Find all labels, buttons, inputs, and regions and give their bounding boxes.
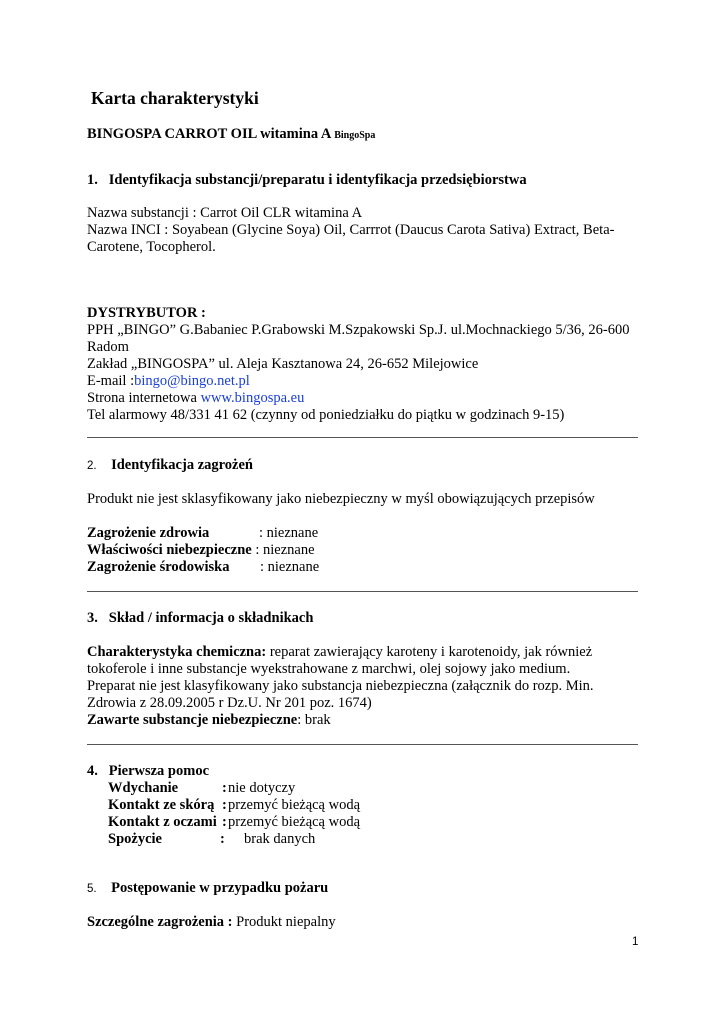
divider: [87, 437, 638, 438]
special-hazards-value: Produkt niepalny: [232, 914, 336, 930]
section-title: Postępowanie w przypadku pożaru: [111, 880, 329, 896]
substance-name: Nazwa substancji : Carrot Oil CLR witamina A: [87, 205, 363, 221]
first-aid-colon: :: [222, 814, 227, 830]
first-aid-row: [108, 814, 408, 831]
product-line: [87, 126, 375, 144]
section-1-heading: [87, 172, 527, 189]
classification-statement: Produkt nie jest sklasyfikowany jako niebezpieczny w myśl obowiązujących przepisów: [87, 491, 595, 507]
hazard-label: Zagrożenie środowiska: [87, 559, 230, 575]
company-address: PPH „BINGO” G.Babaniec P.Grabowski M.Szpakowski Sp.J. ul.Mochnackiego 5/36, 26-600: [87, 322, 630, 338]
first-aid-row: [108, 831, 408, 848]
hazardous-label: Zawarte substancje niebezpieczne: [87, 712, 298, 728]
section-number: 2.: [87, 460, 97, 472]
first-aid-value: przemyć bieżącą wodą: [228, 797, 361, 813]
section-title: Skład / informacja o składnikach: [108, 610, 314, 626]
section-title: Pierwsza pomoc: [108, 763, 210, 779]
email-link[interactable]: bingo@bingo.net.pl: [134, 373, 250, 389]
hazard-label: Właściwości niebezpieczne: [87, 542, 252, 558]
website-link[interactable]: www.bingospa.eu: [200, 390, 305, 406]
page-number: 1: [632, 936, 639, 948]
first-aid-value: przemyć bieżącą wodą: [228, 814, 361, 830]
hazard-value: : nieznane: [259, 525, 319, 541]
distributor-heading: DYSTRYBUTOR :: [87, 305, 206, 321]
section-number: 5.: [87, 883, 97, 895]
first-aid-label: Spożycie: [108, 831, 162, 847]
chem-text: reparat zawierający karoteny i karotenoidy, jak również: [266, 644, 593, 660]
chem-text: tokoferole i inne substancje wyekstrahowane z marchwi, olej sojowy jako medium.: [87, 661, 571, 677]
hazardous-value: : brak: [297, 712, 331, 728]
first-aid-row: [108, 797, 408, 814]
email-line: [87, 373, 250, 390]
inci-line: Nazwa INCI : Soyabean (Glycine Soya) Oil, Carrrot (Daucus Carota Sativa) Extract, Beta-: [87, 222, 615, 238]
divider: [87, 744, 638, 745]
special-hazards: [87, 914, 336, 931]
first-aid-colon: :: [222, 780, 227, 796]
hazard-value: : nieznane: [260, 559, 320, 575]
first-aid-value: brak danych: [244, 831, 316, 847]
hazard-row: [87, 559, 320, 576]
divider: [87, 591, 638, 592]
inci-line: Carotene, Tocopherol.: [87, 239, 216, 255]
hazardous-substances: [87, 712, 331, 729]
first-aid-colon: :: [220, 831, 225, 847]
plant-address: Zakład „BINGOSPA” ul. Aleja Kasztanowa 24, 26-652 Milejowice: [87, 356, 479, 372]
first-aid-label: Wdychanie: [108, 780, 179, 796]
company-city: Radom: [87, 339, 129, 355]
hazard-row: [87, 542, 315, 559]
section-5-heading: [87, 880, 328, 898]
chem-label: Charakterystyka chemiczna:: [87, 644, 267, 660]
section-number: 1.: [87, 172, 98, 188]
section-4-heading: [87, 763, 209, 780]
first-aid-label: Kontakt ze skórą: [108, 797, 215, 813]
website-line: [87, 390, 304, 407]
section-2-heading: [87, 457, 253, 475]
email-label: E-mail :: [87, 373, 135, 389]
section-number: 4.: [87, 763, 98, 779]
first-aid-value: nie dotyczy: [228, 780, 296, 796]
product-brand: BingoSpa: [334, 130, 376, 141]
hazard-value: : nieznane: [255, 542, 315, 558]
chemical-characteristics: [87, 644, 592, 661]
product-name: BINGOSPA CARROT OIL witamina A: [87, 126, 331, 142]
document-title: Karta charakterystyki: [91, 88, 259, 108]
section-title: Identyfikacja zagrożeń: [111, 457, 253, 473]
section-number: 3.: [87, 610, 98, 626]
chem-text: Preparat nie jest klasyfikowany jako substancja niebezpieczna (załącznik do rozp. Min.: [87, 678, 594, 694]
special-hazards-label: Szczególne zagrożenia :: [87, 914, 233, 930]
section-3-heading: [87, 610, 313, 627]
chem-text: Zdrowia z 28.09.2005 r Dz.U. Nr 201 poz. 1674): [87, 695, 372, 711]
section-title: Identyfikacja substancji/preparatu i identyfikacja przedsiębiorstwa: [108, 172, 527, 188]
hazard-row: [87, 525, 319, 542]
first-aid-label: Kontakt z oczami: [108, 814, 217, 830]
website-label: Strona internetowa: [87, 390, 201, 406]
emergency-phone: Tel alarmowy 48/331 41 62 (czynny od poniedziałku do piątku w godzinach 9-15): [87, 407, 565, 423]
first-aid-colon: :: [222, 797, 227, 813]
hazard-label: Zagrożenie zdrowia: [87, 525, 210, 541]
first-aid-row: [108, 780, 408, 797]
